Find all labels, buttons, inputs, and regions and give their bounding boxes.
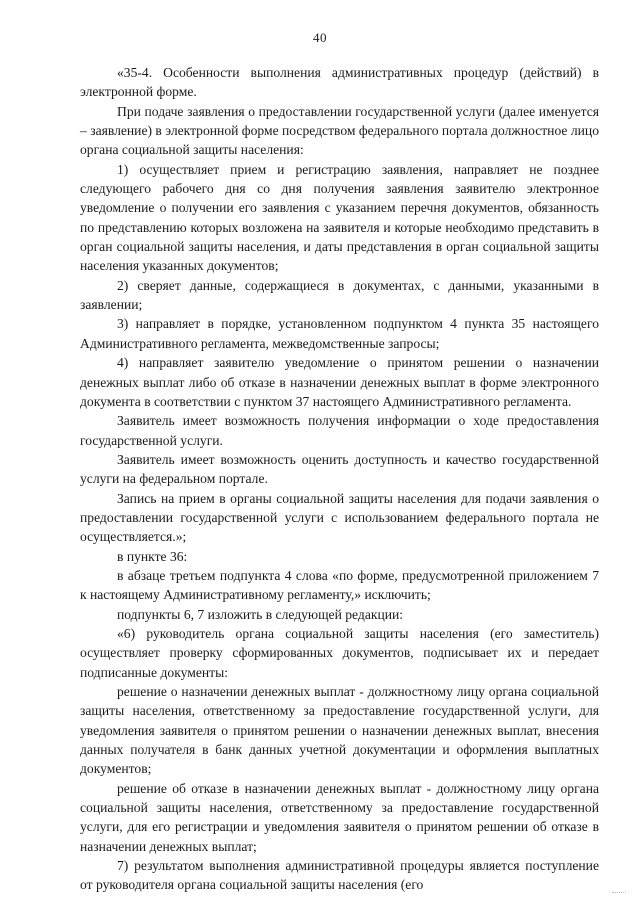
document-body (80, 63, 599, 895)
paragraph-subpoint-4-amendment: в абзаце третьем подпункта 4 слова «по форме, предусмотренной приложением 7 к настоящему Административному регламенту,» исключить; (80, 567, 599, 603)
section-heading-35-4: «35-4. Особенности выполнения административных процедур (действий) в электронной форме. (80, 65, 599, 100)
paragraph-electronic-submission: При подаче заявления о предоставлении государственной услуги (далее именуется – заявление) в электронной форме посредством федерального портала должностное лицо органа социальной защиты населения: (80, 103, 599, 158)
list-item-7: 7) результатом выполнения административной процедуры является поступление от руководителя органа социальной защиты населения (его (80, 858, 599, 893)
paragraph-quality-rating: Заявитель имеет возможность оценить доступность и качество государственной услуги на федеральном портале. (80, 451, 599, 487)
list-item-3: 3) направляет в порядке, установленном подпунктом 4 пункта 35 настоящего Административного регламента, межведомственные запросы; (80, 316, 599, 351)
paragraph-decision-granted: решение о назначении денежных выплат - должностному лицу органа социальной защиты населения, ответственному за предоставление государственной услуги, для уведомления заявителя о принятом решении о назначении денежных выплат, внесения данных получателя в банк данных учетной документации и оформления выплатных документов; (80, 684, 599, 777)
list-item-2: 2) сверяет данные, содержащиеся в документах, с данными, указанными в заявлении; (80, 277, 599, 313)
paragraph-appointment: Запись на прием в органы социальной защиты населения для подачи заявления о предоставлении государственной услуги с использованием федерального портала не осуществляется.»; (80, 490, 599, 545)
paragraph-info-availability: Заявитель имеет возможность получения информации о ходе предоставления государственной услуги. (80, 413, 599, 448)
list-item-4: 4) направляет заявителю уведомление о принятом решении о назначении денежных выплат либо об отказе в назначении денежных выплат в форме электронного документа в соответствии с пунктом 37 настоящего Административного регламента. (80, 355, 599, 409)
page-number: 40 (313, 30, 327, 45)
list-item-1: 1) осуществляет прием и регистрацию заявления, направляет не позднее следующего рабочего дня со дня получения заявления заявителю электронное уведомление о получении его заявления с указанием перечня документов, обязанность по представлению которых возложена на заявителя и которые необходимо представить в орган социальной защиты населения, и даты представления в орган социальной защиты населения указанных документов; (80, 161, 599, 274)
paragraph-point-36: в пункте 36: (117, 548, 188, 564)
paragraph-decision-refused: решение об отказе в назначении денежных выплат - должностному лицу органа социальной защиты населения, ответственному за предоставление государственной услуги, для его регистрации и уведомления заявителя о принятом решении об отказе в назначении денежных выплат; (80, 780, 599, 854)
scan-corner-mark (612, 892, 626, 895)
paragraph-subpoints-6-7-intro: подпункты 6, 7 изложить в следующей редакции: (117, 606, 404, 622)
list-item-6: «6) руководитель органа социальной защиты населения (его заместитель) осуществляет проверку сформированных документов, подписывает их и передает подписанные документы: (80, 625, 599, 680)
